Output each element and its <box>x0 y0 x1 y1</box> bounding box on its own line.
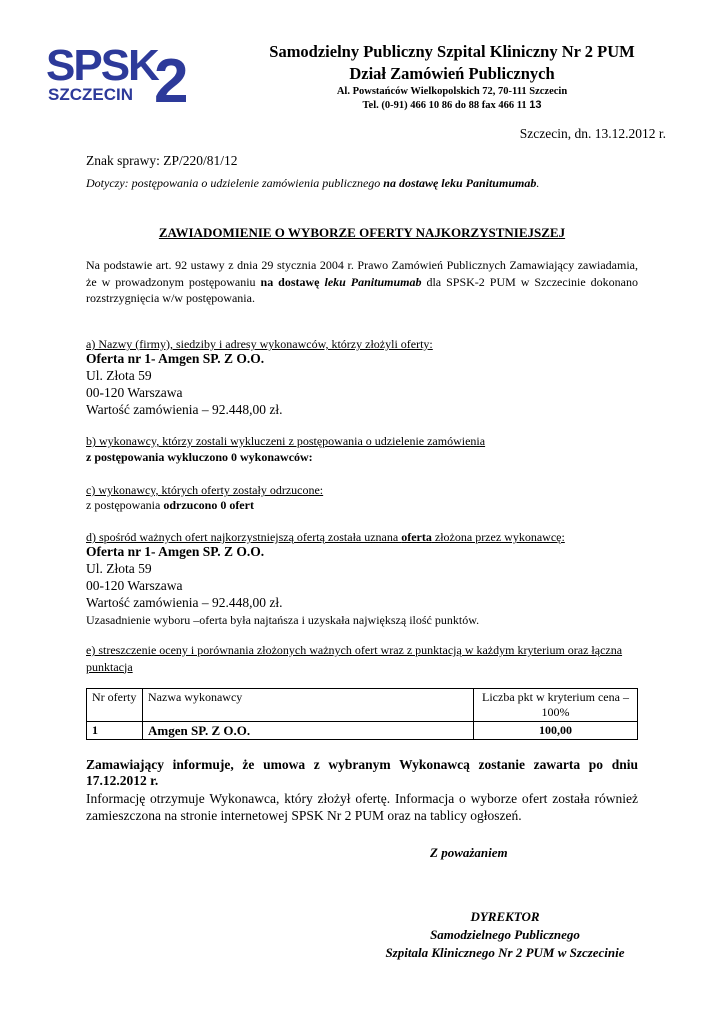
header-nr: Nr oferty <box>87 689 143 722</box>
section-d-city: 00-120 Warszawa <box>86 578 183 593</box>
subject-suffix: . <box>536 176 540 190</box>
logo-main: SPSK <box>46 42 158 90</box>
closing-bold: Zamawiający informuje, że umowa z wybranym Wykonawcą zostanie zawarta po dniu 17.12.2012 r. <box>86 757 638 788</box>
header-score: Liczba pkt w kryterium cena – 100% <box>474 689 638 722</box>
section-d-prefix: d) spośród ważnych ofert najkorzystniejszą ofertą została uznana <box>86 530 402 544</box>
section-a-city: 00-120 Warszawa <box>86 385 183 400</box>
intro-paragraph <box>86 257 638 307</box>
cell-score: 100,00 <box>474 722 638 740</box>
hospital-logo <box>44 42 204 107</box>
subject-prefix: Dotyczy: postępowania o udzielenie zamówienia publicznego <box>86 176 384 190</box>
section-c-prefix: z postępowania <box>86 498 164 512</box>
section-c-bold: odrzucono 0 ofert <box>163 498 254 512</box>
section-d-bold: oferta <box>401 530 432 544</box>
scoring-table <box>86 688 638 740</box>
hospital-phone <box>232 99 672 111</box>
document-heading: ZAWIADOMIENIE O WYBORZE OFERTY NAJKORZYSTNIEJSZEJ <box>158 225 566 240</box>
section-b-title: b) wykonawcy, którzy zostali wykluczeni z postępowania o udzielenie zamówienia <box>86 434 486 448</box>
signature-line2: Szpitala Klinicznego Nr 2 PUM w Szczecinie <box>385 945 625 960</box>
intro-part1: Na podstawie art. 92 ustawy z dnia 29 stycznia 2004 r. Prawo Zamówień Publicznych Zamawiający zawiadamia, że w prowadzonym postępowaniu <box>86 258 638 289</box>
phone-text: Tel. (0-91) 466 10 86 do 88 fax 466 11 <box>362 100 530 111</box>
department-name: Dział Zamówień Publicznych <box>349 64 555 83</box>
hospital-address: Al. Powstańców Wielkopolskich 72, 70-111 Szczecin <box>336 86 568 97</box>
table-row <box>87 722 638 740</box>
logo-number: 2 <box>154 47 189 107</box>
section-e-title: e) streszczenie oceny i porównania złożonych ważnych ofert wraz z punktacją w każdym kryterium oraz łączna punktacja <box>86 643 623 674</box>
section-d-value: Wartość zamówienia – 92.448,00 zł. <box>86 595 283 610</box>
section-d-offer: Oferta nr 1- Amgen SP. Z O.O. <box>86 544 265 559</box>
section-a-offer: Oferta nr 1- Amgen SP. Z O.O. <box>86 351 265 366</box>
section-a-title: a) Nazwy (firmy), siedziby i adresy wykonawców, którzy złożyli oferty: <box>86 337 433 351</box>
section-d-justification: Uzasadnienie wyboru –oferta była najtańsza i uzyskała największą ilość punktów. <box>86 613 480 627</box>
subject-line <box>86 176 539 191</box>
closing-text: Informację otrzymuje Wykonawca, który złożył ofertę. Informacja o wyborze ofert została również zamieszczona na stronie internetowej SPSK Nr 2 PUM oraz na tablicy ogłoszeń. <box>86 791 638 823</box>
cell-contractor: Amgen SP. Z O.O. <box>143 722 474 740</box>
section-a-street: Ul. Złota 59 <box>86 368 152 383</box>
section-c-result <box>86 497 254 514</box>
table-header-row <box>87 689 638 722</box>
intro-bold: na dostawę <box>260 274 320 289</box>
header-contractor: Nazwa wykonawcy <box>143 689 474 722</box>
section-d-street: Ul. Złota 59 <box>86 561 152 576</box>
regards: Z poważaniem <box>430 845 508 860</box>
document-date: Szczecin, dn. 13.12.2012 r. <box>519 126 666 141</box>
case-reference: Znak sprawy: ZP/220/81/12 <box>86 153 238 168</box>
section-b-result: z postępowania wykluczono 0 wykonawców: <box>86 450 313 464</box>
intro-part2: dla SPSK-2 PUM w Szczecinie dokonano rozstrzygnięcia w/w postępowania. <box>86 274 638 305</box>
subject-bold: na dostawę leku Panitumumab <box>383 176 537 190</box>
section-c-title: c) wykonawcy, których oferty zostały odrzucone: <box>86 483 324 497</box>
cell-nr: 1 <box>87 722 143 740</box>
hospital-name: Samodzielny Publiczny Szpital Kliniczny Nr 2 PUM <box>269 42 635 61</box>
phone-suffix: 13 <box>529 99 542 111</box>
section-a-value: Wartość zamówienia – 92.448,00 zł. <box>86 402 283 417</box>
intro-italic-bold: leku Panitumumab <box>319 274 422 289</box>
signature-line1: Samodzielnego Publicznego <box>430 927 580 942</box>
signature-role: DYREKTOR <box>470 909 540 924</box>
logo-sub: SZCZECIN <box>48 85 133 104</box>
section-d-suffix: złożona przez wykonawcę: <box>431 530 565 544</box>
